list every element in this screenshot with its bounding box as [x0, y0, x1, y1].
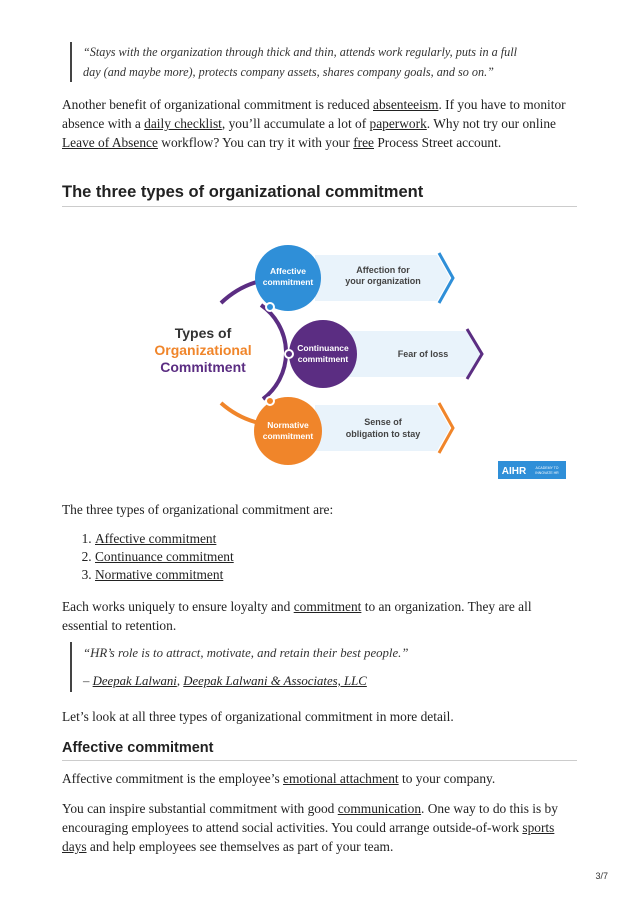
- quote-text: “HR’s role is to attract, motivate, and retain their best people.”: [83, 646, 409, 660]
- commitment-types-infographic: [145, 223, 585, 485]
- text: and help employees see themselves as part of your team.: [86, 839, 394, 854]
- paragraph-loyalty: [62, 597, 577, 635]
- connector-arc-mid: [261, 305, 286, 399]
- quote-line: day (and maybe more), protects company assets, shares company goals, and so on.”: [83, 65, 494, 79]
- link-leave-of-absence[interactable]: Leave of Absence: [62, 135, 158, 150]
- text: . One way to do this is by encouraging employees to attend social activities. You could arrange outside-of-work: [62, 801, 558, 835]
- section-heading-types: The three types of organizational commitment: [62, 183, 424, 201]
- paragraph-look-detail: Let’s look at all three types of organizational commitment in more detail.: [62, 709, 454, 724]
- circle-label-affective-2: commitment: [262, 277, 314, 287]
- circle-label-continuance-1: Continuance: [297, 343, 349, 353]
- link-deepak-lalwani-associates[interactable]: Deepak Lalwani & Associates, LLC: [183, 674, 367, 688]
- infographic-title-line3: Commitment: [160, 359, 246, 375]
- quote-attribution: [83, 670, 563, 692]
- link-daily-checklist[interactable]: daily checklist: [144, 116, 222, 131]
- heading-divider: [62, 760, 577, 761]
- desc-affective-1: Affection for: [356, 265, 410, 275]
- blockquote-hr-role: [70, 642, 563, 692]
- text: Affective commitment is the employee’s: [62, 771, 284, 786]
- circle-label-affective-1: Affective: [270, 266, 306, 276]
- paragraph-absenteeism: [62, 95, 577, 152]
- dot-normative: [266, 397, 274, 405]
- infographic-title-line1: Types of: [174, 325, 232, 341]
- paragraph-affective-definition: [62, 769, 577, 788]
- link-deepak-lalwani[interactable]: Deepak Lalwani: [92, 674, 177, 688]
- link-continuance-commitment[interactable]: Continuance commitment: [95, 549, 234, 564]
- desc-normative-1: Sense of: [364, 417, 402, 427]
- desc-normative-2: obligation to stay: [345, 429, 421, 439]
- paragraph-list-intro: The three types of organizational commitment are:: [62, 502, 334, 517]
- link-commitment[interactable]: commitment: [293, 599, 362, 614]
- aihr-logo-text: AIHR: [501, 466, 527, 477]
- text: ,: [176, 674, 184, 688]
- circle-label-normative-1: Normative: [267, 420, 309, 430]
- text: to your company.: [398, 771, 496, 786]
- paragraph-inspire-commitment: [62, 799, 577, 856]
- dot-continuance: [285, 350, 293, 358]
- blockquote-loyal-employee: [70, 42, 563, 82]
- text: Each works uniquely to ensure loyalty and: [62, 599, 294, 614]
- list-item: [95, 530, 234, 548]
- text: –: [83, 674, 93, 688]
- text: workflow? You can try it with your: [157, 135, 354, 150]
- text: . If you have to monitor absence with a: [62, 97, 566, 131]
- text: , you’ll accumulate a lot of: [221, 116, 370, 131]
- link-affective-commitment[interactable]: Affective commitment: [95, 531, 217, 546]
- arrow-band-normative: [315, 405, 450, 451]
- page-number: 3/7: [595, 871, 608, 881]
- desc-continuance-1: Fear of loss: [397, 349, 449, 359]
- text: Another benefit of organizational commitment is reduced: [62, 97, 373, 112]
- text: . Why not try our online: [426, 116, 556, 131]
- link-free[interactable]: free: [353, 135, 374, 150]
- list-item: [95, 548, 234, 566]
- text: to an organization. They are all essential to retention.: [62, 599, 532, 633]
- link-sports-days[interactable]: sports days: [62, 820, 555, 854]
- link-normative-commitment[interactable]: Normative commitment: [95, 567, 224, 582]
- link-paperwork[interactable]: paperwork: [369, 116, 427, 131]
- section-heading-affective: Affective commitment: [62, 740, 214, 756]
- commitment-types-list: [62, 530, 234, 584]
- aihr-logo-sub1: ACADEMY TO: [535, 466, 559, 470]
- list-item: [95, 566, 234, 584]
- text: Process Street account.: [374, 135, 502, 150]
- link-absenteeism[interactable]: absenteeism: [373, 97, 439, 112]
- heading-divider: [62, 206, 577, 207]
- circle-label-normative-2: commitment: [262, 431, 314, 441]
- dot-affective: [266, 303, 274, 311]
- quote-line: “Stays with the organization through thick and thin, attends work regularly, puts in a full: [83, 45, 518, 59]
- link-emotional-attachment[interactable]: emotional attachment: [283, 771, 399, 786]
- desc-affective-2: your organization: [345, 276, 421, 286]
- circle-label-continuance-2: commitment: [297, 354, 349, 364]
- infographic-title-line2: Organizational: [154, 342, 252, 358]
- text: You can inspire substantial commitment with good: [62, 801, 338, 816]
- link-communication[interactable]: communication: [337, 801, 422, 816]
- aihr-logo-sub2: INNOVATE HR: [535, 471, 559, 475]
